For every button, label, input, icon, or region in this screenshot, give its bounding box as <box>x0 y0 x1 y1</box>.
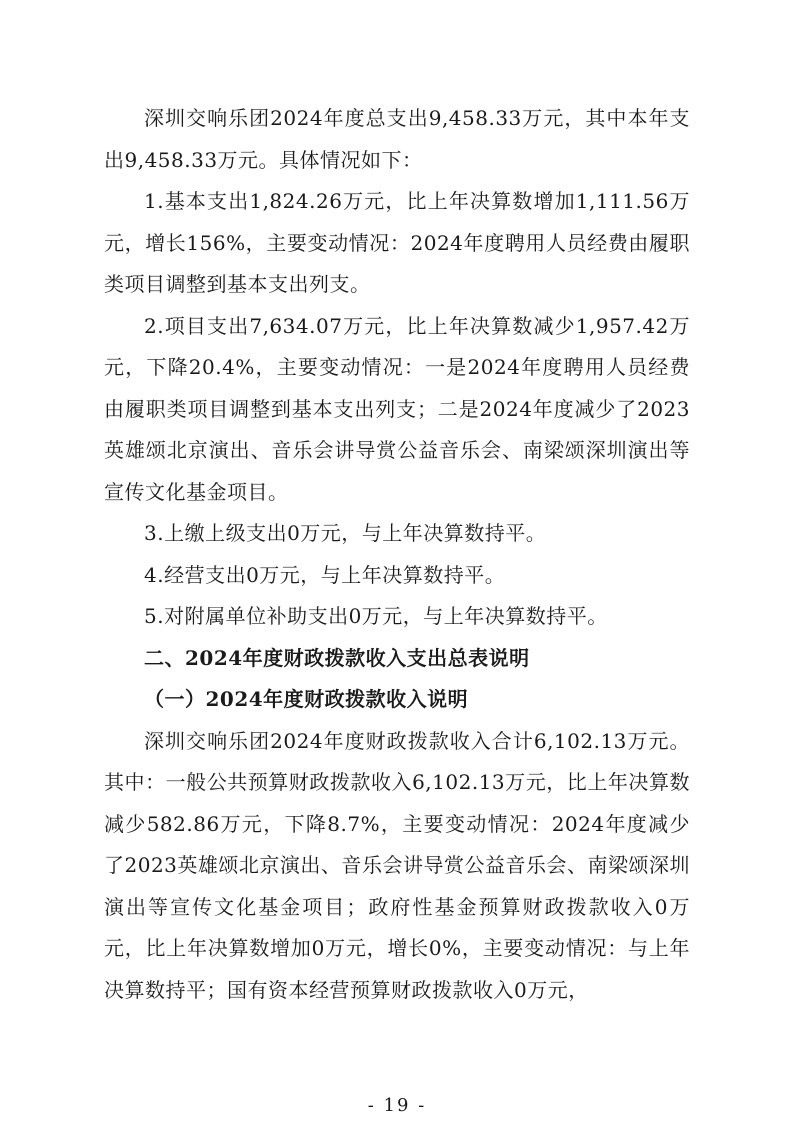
paragraph-subsidiary-subsidy: 5.对附属单位补助支出0万元，与上年决算数持平。 <box>144 604 608 628</box>
paragraph-operating-expenditure: 4.经营支出0万元，与上年决算数持平。 <box>144 562 506 587</box>
paragraph-superior-payment: 3.上缴上级支出0万元，与上年决算数持平。 <box>144 521 547 545</box>
page-number: - 19 - <box>367 1095 427 1116</box>
paragraph-fiscal-income: 深圳交响乐团2024年度财政拨款收入合计6,102.13万元。其中：一般公共预算财政拨款收入6,102.13万元，比上年决算数减少582.86万元，下降8.7%，主要变动情况：2024年度减少了2023英雄颂北京演出、音乐会讲导赏公益音乐会、南梁颂深圳演出等宣传文化基金项目；政府性基金预算财政拨款收入0万元，比上年决算数增加0万元，增长0%，主要变动情况：与上年决算数持平；国有资本经营预算财政拨款收入0万元， <box>104 728 690 1002</box>
document-body <box>104 98 690 1011</box>
subsection-heading: （一）2024年度财政拨款收入说明 <box>144 687 469 711</box>
paragraph-total-expenditure: 深圳交响乐团2024年度总支出9,458.33万元，其中本年支出9,458.33万元。具体情况如下： <box>104 106 690 172</box>
paragraph-project-expenditure: 2.项目支出7,634.07万元，比上年决算数减少1,957.42万元，下降20.4%，主要变动情况：一是2024年度聘用人员经费由履职类项目调整到基本支出列支；二是2024年度减少了2023英雄颂北京演出、音乐会讲导赏公益音乐会、南梁颂深圳演出等宣传文化基金项目。 <box>104 313 690 504</box>
paragraph-basic-expenditure: 1.基本支出1,824.26万元，比上年决算数增加1,111.56万元，增长156%，主要变动情况：2024年度聘用人员经费由履职类项目调整到基本支出列支。 <box>104 189 690 296</box>
section-heading: 二、2024年度财政拨款收入支出总表说明 <box>144 645 530 670</box>
